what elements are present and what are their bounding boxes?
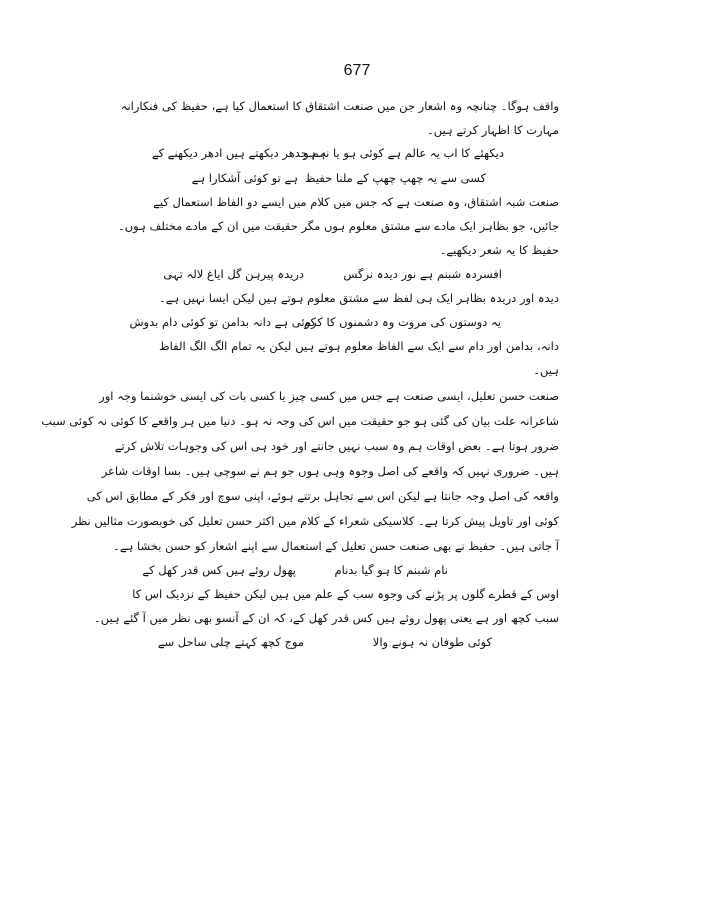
page-number: 677 (343, 62, 371, 79)
verse-second-hemistich: ہے تو کوئی آشکارا ہے (191, 171, 298, 185)
paragraph-line: واقف ہوگا۔ چنانچہ وہ اشعار جن میں صنعت اشتقاق کا استعمال کیا ہے، حفیظ کی فنکارانہ (120, 99, 559, 113)
verse-first-hemistich: افسردہ شبنم ہے نور دیدہ نرگس (343, 267, 502, 281)
paragraph-line: اوس کے قطرے گلوں پر پڑنے کی وجوہ سب کے علم میں ہیں لیکن حفیظ کے نزدیک اس کا (132, 587, 559, 601)
verse-first-hemistich: نام شبنم کا ہو گیا بدنام (334, 563, 448, 577)
paragraph-line: دانہ، بدامن اور دام سے ایک سے الفاظ معلوم ہوتے ہیں لیکن یہ تمام الگ الگ الفاظ (159, 339, 559, 353)
paragraph-line: کوئی اور تاویل پیش کرتا ہے۔ کلاسیکی شعراء کے کلام میں اکثر حسن تعلیل کی خوبصورت مثالیں نظر (71, 514, 559, 528)
verse-first-hemistich: کوئی طوفان نہ ہونے والا (372, 635, 492, 649)
paragraph-line: واقعہ کی اصل وجہ جانتا ہے لیکن اس سے تجاہل برتتے ہوئے، اپنی سوچ اور فکر کے مطابق اس کی (86, 489, 559, 503)
paragraph-line: جائیں، جو بظاہر ایک مادے سے مشتق معلوم ہوں مگر حقیقت میں ان کے مادے مختلف ہوں۔ (117, 219, 559, 233)
verse-second-hemistich: پھول روئے ہیں کس قدر کھل کے (142, 563, 296, 577)
verse-second-hemistich: کوئی ہے دانہ بدامن تو کوئی دام بدوش (129, 315, 316, 329)
paragraph-line: سبب کچھ اور ہے یعنی پھول روئے ہیں کس قدر کھل کے، کہ ان کے آنسو بھی نظر میں آ گئے ہیں۔ (93, 611, 559, 625)
verse-second-hemistich: دریدہ پیرہن گل ایاغ لالہ تہی (163, 267, 304, 281)
verse-second-hemistich: ہم جدھر دیکھتے ہیں ادھر دیکھنے کے (151, 146, 326, 160)
verse-first-hemistich: دیکھئے کا اب یہ عالم ہے کوئی ہو یا نہ ہو (303, 146, 504, 160)
paragraph-line: ہیں۔ ضروری نہیں کہ واقعے کی اصل وجوہ وہی ہوں جو ہم نے سوچی ہیں۔ بسا اوقات شاعر (101, 464, 559, 478)
paragraph-line: حفیظ کا یہ شعر دیکھیے۔ (439, 243, 559, 257)
paragraph-line: آ جاتی ہیں۔ حفیظ نے بھی صنعت حسن تعلیل کے استعمال سے اپنے اشعار کو حسن بخشا ہے۔ (113, 539, 559, 553)
paragraph-line: صنعت حسن تعلیل، ایسی صنعت ہے جس میں کسی چیز یا کسی بات کی ایسی خوشنما وجہ اور (99, 389, 559, 403)
paragraph-line: دیدہ اور دریدہ بظاہر ایک ہی لفظ سے مشتق معلوم ہوتے ہیں لیکن ایسا نہیں ہے۔ (159, 291, 559, 305)
paragraph-line: صنعت شبہ اشتقاق، وہ صنعت ہے کہ جس میں کلام میں ایسے دو الفاظ استعمال کیے (153, 195, 559, 209)
verse-first-hemistich: یہ دوستوں کی مروت وہ دشمنوں کا کرم (303, 315, 501, 329)
verse-first-hemistich: کسی سے یہ چھپ چھپ کے ملنا حفیظ (304, 171, 486, 185)
paragraph-line: ضرور ہوتا ہے۔ بعض اوقات ہم وہ سبب نہیں جانتے اور خود ہی اس کی وجوہات تلاش کرتے (114, 439, 559, 453)
paragraph-line: شاعرانہ علت بیان کی گئی ہو جو حقیقت میں اس کی وجہ نہ ہو۔ دنیا میں ہر واقعے کا کوئی نہ کوئی سبب (41, 414, 559, 428)
paragraph-line: مہارت کا اظہار کرتے ہیں۔ (427, 123, 559, 137)
paragraph-line: ہیں۔ (533, 363, 559, 377)
verse-second-hemistich: موج کچھ کہتے چلی ساحل سے (157, 635, 304, 649)
